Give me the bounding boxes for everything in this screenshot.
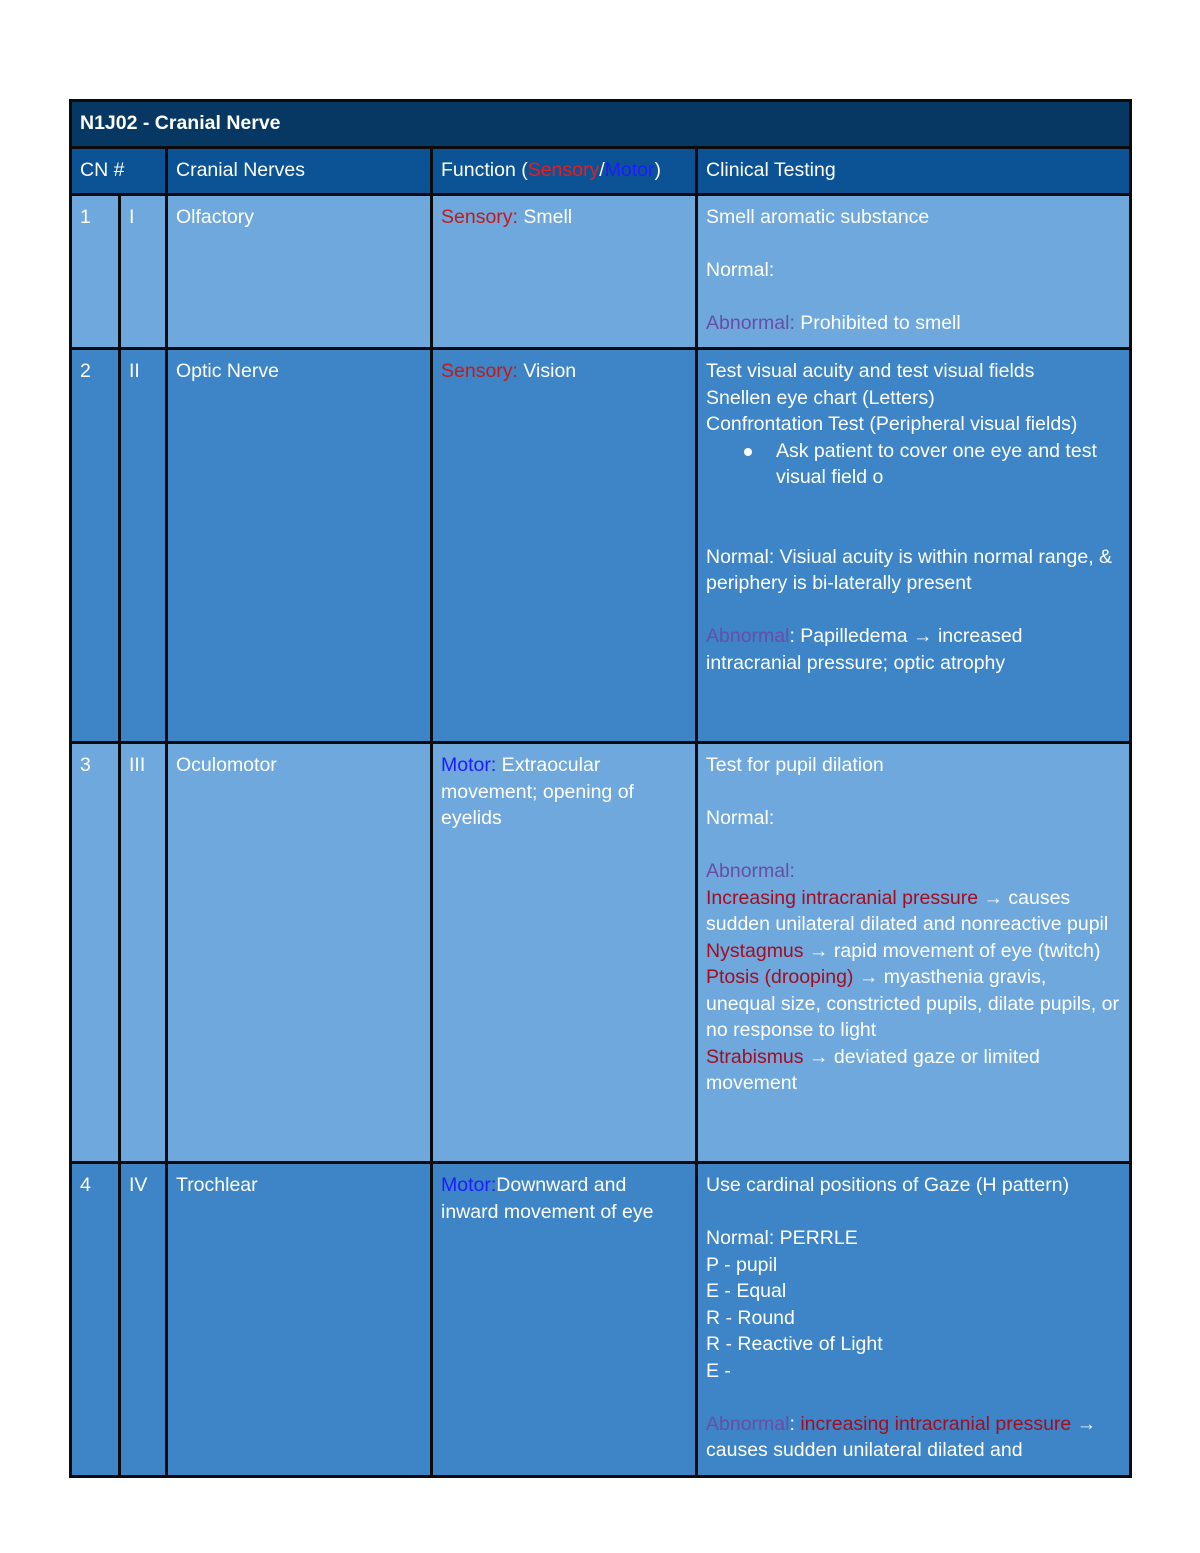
- finding-desc: → myasthenia gravis, unequal size, constricted pupils, dilate pupils, or no response to light: [706, 966, 1119, 1041]
- abnormal-finding: [706, 885, 1121, 938]
- bullet-item: [706, 438, 1121, 491]
- mnemonic-line: R - Reactive of Light: [706, 1333, 883, 1355]
- mnemonic-line: R - Round: [706, 1306, 795, 1329]
- bullet-icon: [744, 448, 752, 456]
- test-description: Use cardinal positions of Gaze (H pattern): [706, 1174, 1070, 1196]
- table-row: [71, 349, 1131, 743]
- abnormal-separator: :: [789, 1412, 801, 1435]
- nerve-function: [432, 349, 697, 743]
- clinical-testing: [697, 195, 1131, 349]
- abnormal-finding: [706, 1411, 1121, 1464]
- header-function-suffix: ): [654, 159, 662, 181]
- abnormal-label: Abnormal:: [706, 312, 795, 334]
- abnormal-finding: [706, 964, 1121, 1044]
- mnemonic-line: P - pupil: [706, 1253, 778, 1276]
- cn-number: 4: [71, 1163, 120, 1477]
- normal-finding: Normal:: [706, 259, 775, 281]
- cn-roman: II: [120, 349, 167, 743]
- abnormal-label: Abnormal: [706, 625, 790, 647]
- normal-finding: Normal:: [706, 807, 775, 829]
- function-text: Extraocular movement; opening of eyelids: [441, 754, 634, 829]
- cn-roman: III: [120, 743, 167, 1163]
- clinical-testing: [697, 349, 1131, 743]
- nerve-function: [432, 195, 697, 349]
- test-description: Snellen eye chart (Letters): [706, 386, 935, 409]
- nerve-name: Trochlear: [167, 1163, 432, 1477]
- cn-roman: IV: [120, 1163, 167, 1477]
- nerve-name: Oculomotor: [167, 743, 432, 1163]
- header-cn: CN #: [71, 148, 167, 195]
- abnormal-label: Abnormal: [706, 1412, 790, 1435]
- table-row: [71, 1163, 1131, 1477]
- abnormal-text: : Papilledema → increased intracranial pressure; optic atrophy: [706, 625, 1023, 674]
- finding-term: Ptosis (drooping): [706, 966, 854, 988]
- mnemonic-line: E - Equal: [706, 1280, 787, 1302]
- finding-desc: → rapid movement of eye (twitch): [803, 939, 1101, 962]
- nerve-name: Optic Nerve: [167, 349, 432, 743]
- abnormal-finding: [706, 623, 1121, 676]
- cn-roman: I: [120, 195, 167, 349]
- header-clinical-testing: Clinical Testing: [697, 148, 1131, 195]
- finding-term: Strabismus: [706, 1045, 804, 1068]
- normal-finding: Normal: PERRLE: [706, 1227, 858, 1249]
- function-text: Vision: [517, 360, 577, 382]
- abnormal-finding: [706, 938, 1121, 965]
- abnormal-text: → causes sudden unilateral dilated and: [706, 1412, 1097, 1461]
- test-description: Confrontation Test (Peripheral visual fields): [706, 413, 1078, 435]
- finding-term: increasing intracranial pressure: [800, 1412, 1072, 1435]
- header-function: [432, 148, 697, 195]
- function-text: Downward and inward movement of eye: [441, 1174, 654, 1223]
- table-row: [71, 195, 1131, 349]
- cn-number: 1: [71, 195, 120, 349]
- finding-desc: → deviated gaze or limited movement: [706, 1045, 1040, 1094]
- clinical-testing: [697, 743, 1131, 1163]
- normal-finding: Normal: Visiual acuity is within normal range, & periphery is bi-laterally present: [706, 545, 1113, 594]
- clinical-testing: [697, 1163, 1131, 1477]
- abnormal-label: Abnormal:: [706, 860, 795, 882]
- abnormal-finding: [706, 1044, 1121, 1097]
- function-type-label: Motor:: [441, 754, 497, 776]
- nerve-function: [432, 1163, 697, 1477]
- function-type-label: Sensory:: [441, 360, 518, 382]
- function-type-label: Sensory:: [441, 206, 518, 228]
- function-type-label: Motor:: [441, 1174, 497, 1196]
- finding-term: Increasing intracranial pressure: [706, 886, 979, 909]
- header-function-sensory: Sensory: [527, 159, 600, 181]
- abnormal-text: Prohibited to smell: [794, 312, 961, 334]
- header-cranial-nerves: Cranial Nerves: [167, 148, 432, 195]
- cn-number: 2: [71, 349, 120, 743]
- nerve-function: [432, 743, 697, 1163]
- table-row: [71, 743, 1131, 1163]
- mnemonic-line: E -: [706, 1359, 731, 1382]
- test-description: Smell aromatic substance: [706, 206, 930, 228]
- title-row: [71, 101, 1131, 148]
- header-function-slash: /: [599, 159, 605, 181]
- abnormal-finding: [706, 310, 1121, 337]
- bullet-text: Ask patient to cover one eye and test visual field o: [776, 439, 1097, 488]
- header-function-motor: Motor: [604, 159, 655, 181]
- test-description: Test for pupil dilation: [706, 754, 884, 776]
- test-description: Test visual acuity and test visual fields: [706, 360, 1035, 382]
- cn-number: 3: [71, 743, 120, 1163]
- finding-term: Nystagmus: [706, 939, 804, 962]
- finding-desc: → causes sudden unilateral dilated and nonreactive pupil: [706, 886, 1109, 935]
- cranial-nerve-table: [69, 99, 1132, 1478]
- function-text: Smell: [517, 206, 573, 228]
- table-title: N1J02 - Cranial Nerve: [71, 101, 1131, 148]
- header-function-prefix: Function (: [441, 159, 528, 181]
- nerve-name: Olfactory: [167, 195, 432, 349]
- header-row: [71, 148, 1131, 195]
